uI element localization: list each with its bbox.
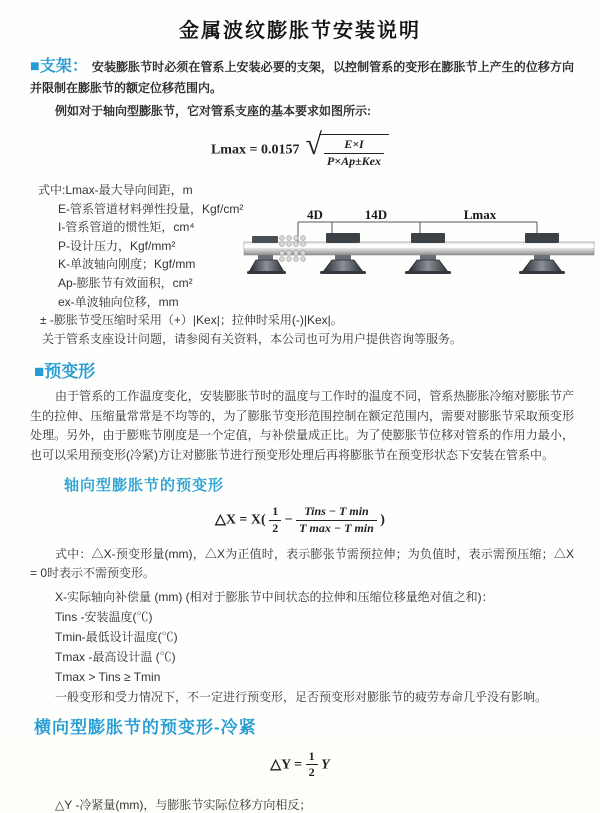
variable-def-e: E-管系管道材料弹性投量，Kgf/cm² [58, 201, 244, 216]
dim-label-14d: 14D [364, 209, 388, 222]
variable-def-i: I-管系管道的惯性矩，cm⁴ [58, 220, 195, 235]
radical-sign: √ $\frac{E\times I}{\text{P×Ap±Kex}}$ [305, 132, 389, 169]
axial-formula-rhs: ) [380, 512, 385, 528]
axial-variable-list [0, 587, 600, 707]
variable-def-p: P-设计压力，Kgf/mm² [58, 238, 176, 253]
axial-formula-half: $\frac{1}{2}$ [269, 505, 281, 536]
pipe-support-diagram [240, 209, 598, 309]
variables-and-diagram [0, 181, 600, 353]
axial-formula-lhs: △X = X( [215, 512, 266, 528]
page-title: 金属波纹膨胀节安装说明 [179, 20, 421, 42]
support-intro-text: 安装膨胀节时必须在管系上安装必要的支架，以控制管系的变形在膨胀节上产生的位移方向并限制在膨胀节的额定位移范围内。 [30, 60, 574, 95]
lmax-formula [0, 128, 600, 172]
axial-def-x: X-实际轴向补偿量 (mm) (相对于膨胀节中间状态的拉伸和压缩位移量绝对值之和)： [55, 589, 494, 604]
prestrain-section-heading: ■预变形 [34, 362, 96, 381]
lateral-formula-half: $\frac{1}{2}$ [306, 750, 318, 781]
prestrain-paragraph: 由于管系的工作温度变化，安装膨胀节时的温度与工作时的温度不同，管系热膨胀冷缩对膨胀节产生的拉伸、压缩量常常是不均等的，为了膨胀节变形范围控制在额定范围内，需要对膨胀节采取预变形处理。另外，由于膨账节刚度是一个定值，与补偿量成正比。为了使膨胀节位移对管系的作用力最小，也可以采用预变形(冷紧)方让对膨胀节进行预变形处理后再将膨胀节在预变形状态下安装在管系中。 [30, 389, 574, 462]
axial-def-tins: Tins -安装温度(℃) [55, 609, 153, 624]
lateral-formula-rhs: Y [321, 757, 330, 773]
axial-formula-description: 式中：△X-预变形量(mm)，△X为正值时，表示膨张节需预拉伸；为负值时，表示需预压缩；△X = 0时表示不需预变形。 [30, 546, 574, 581]
variable-def-ex: ex-单波轴向位移，mm [58, 294, 179, 309]
variable-def-k: K-单波轴向刚度；Kgf/mm [58, 257, 196, 272]
axial-subsection-heading: 轴向型膨胀节的预变形 [64, 477, 225, 494]
variable-def-lmax: 式中:Lmax-最大导向间距，m [38, 183, 193, 197]
variable-def-ap: Ap-膨胀节有效面积，cm² [58, 275, 193, 290]
lmax-formula-fraction: $\frac{E\times I}{\text{P×Ap±Kex}}$ [324, 138, 384, 169]
dim-label-4d: 4D [307, 209, 323, 222]
axial-def-tmin: Tmin-最低设计温度(℃) [55, 629, 178, 644]
lmax-formula-lhs: Lmax = 0.0157 [210, 142, 300, 158]
support-section-heading: ■支架： [30, 58, 88, 75]
lateral-formula [0, 750, 600, 781]
axial-fatigue-note: 一般变形和受力情况下，不一定进行预变形，足否预变形对膨胀节的疲劳寿命几乎没有影响。 [55, 689, 548, 704]
minus-sign: − [284, 512, 293, 528]
lateral-note: △Y -冷紧量(mm)，与膨胀节实际位移方向相反； [55, 798, 312, 813]
axial-def-tmax: Tmax -最高设计温 (℃) [55, 649, 176, 664]
support-example-line: 例如对于轴向型膨胀节，它对管系支座的基本要求如图所示: [55, 104, 371, 118]
support-consult-note: 关于管系支座设计问题，请参阅有关资料，本公司也可为用户提供咨询等服务。 [42, 331, 463, 346]
axial-formula [0, 505, 600, 536]
axial-temp-inequality: Tmax > Tins ≥ Tmin [55, 669, 161, 684]
dim-label-lmax: Lmax [463, 209, 497, 222]
variable-def-plusminus: ± -膨胀节受压缩时采用（+）|Kex|；拉伸时采用(-)|Kex|。 [40, 313, 343, 328]
support-intro-paragraph [30, 56, 574, 99]
axial-formula-temp-fraction: $\frac{\text{Tins − T min}}{\text{T max − T min}}$ [296, 505, 377, 536]
lateral-section-heading: 横向型膨胀节的预变形-冷紧 [34, 717, 257, 737]
lateral-formula-lhs: △Y = [270, 757, 303, 773]
